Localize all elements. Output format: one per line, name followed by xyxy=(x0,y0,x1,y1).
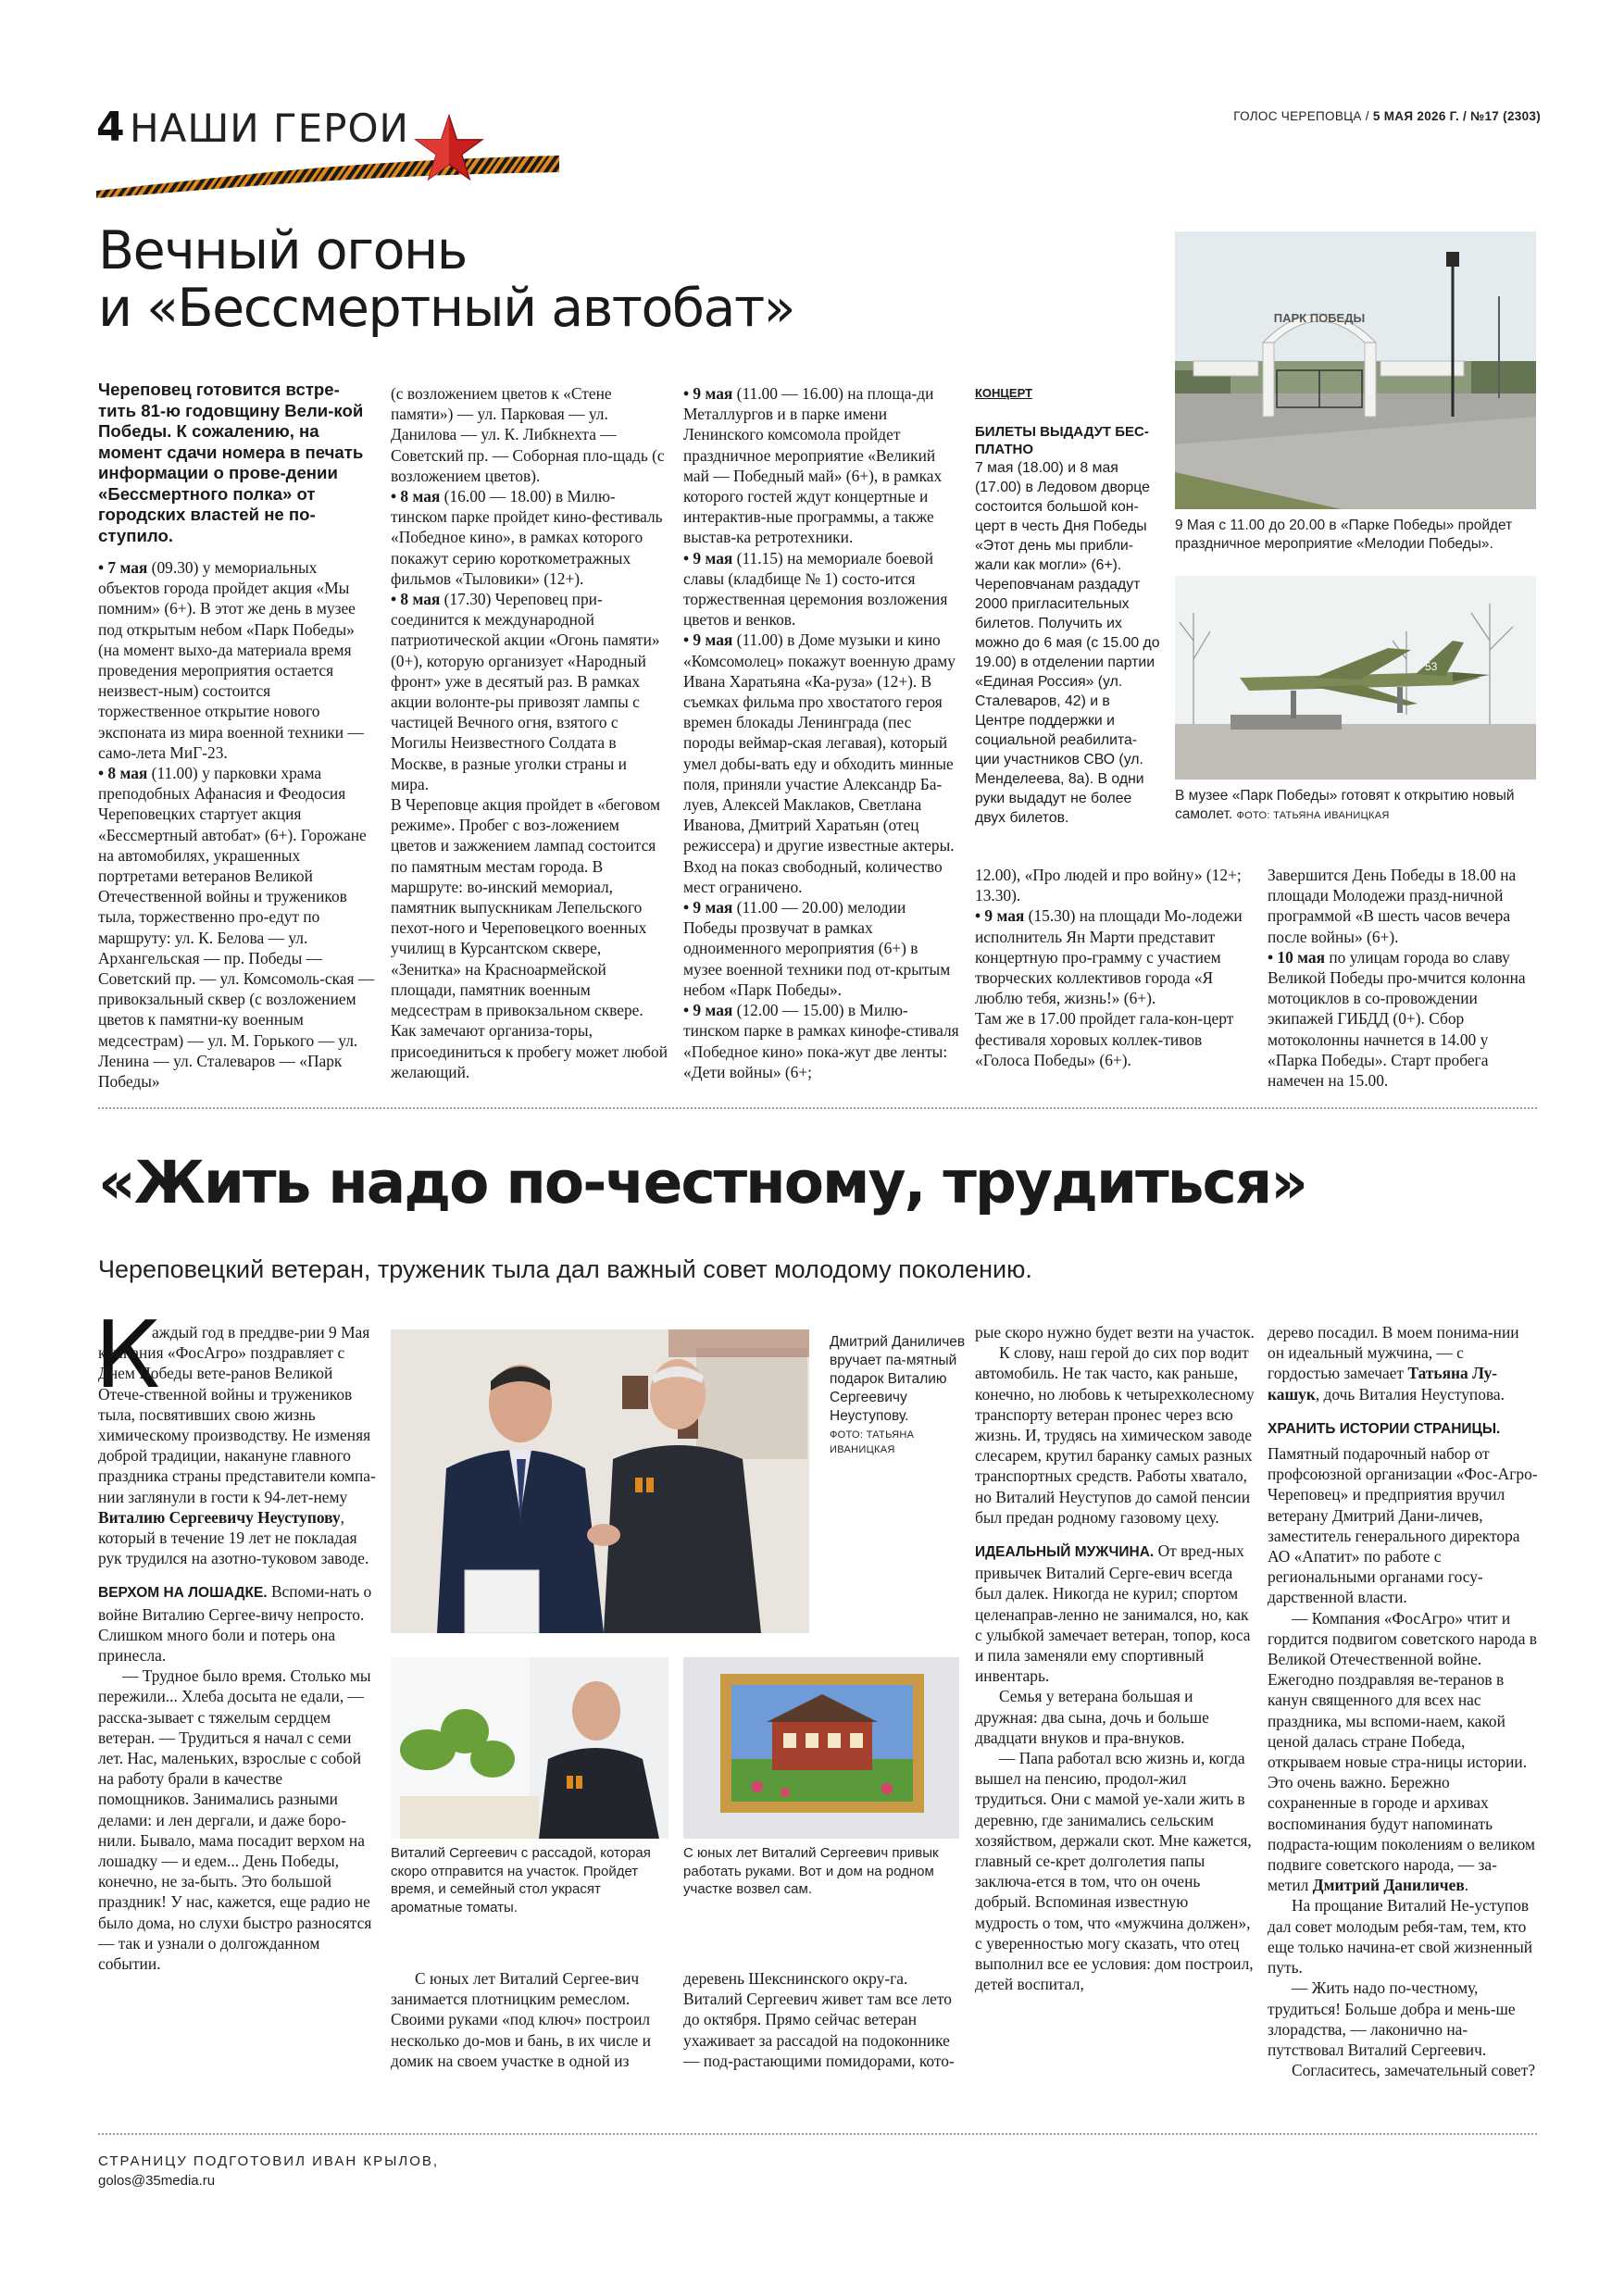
article1-title-line2: и «Бессмертный автобат» xyxy=(98,278,795,339)
paragraph xyxy=(98,1666,376,1974)
date-marker: • 9 мая xyxy=(683,898,733,917)
article1-lead: Череповец готовится встре-тить 81-ю годовщину Вели-кой Победы. К сожалению, на момент сдачи номера в печать информации о прове-дении «Бессмертного полка» от городских властей не по-ступило. xyxy=(98,380,364,545)
date-marker: • 9 мая xyxy=(683,1001,733,1020)
footer-divider xyxy=(98,2133,1537,2135)
paragraph xyxy=(1268,1417,1538,1440)
article1-column-4 xyxy=(975,865,1253,1070)
prepared-by: СТРАНИЦУ ПОДГОТОВИЛ ИВАН КРЫЛОВ, xyxy=(98,2153,440,2169)
article1-column-3 xyxy=(683,383,959,1082)
paragraph-text: Завершится День Победы в 18.00 на площади Молодежи празд-ничной программой «В шесть часов вечера после войны» (6+). xyxy=(1268,866,1517,946)
date-issue: 5 МАЯ 2026 Г. / №17 (2303) xyxy=(1372,109,1541,123)
date-marker: • 8 мая xyxy=(98,764,148,783)
date-marker: • 9 мая xyxy=(683,630,733,650)
paragraph xyxy=(98,557,376,763)
paragraph-text: 12.00), «Про людей и про войну» (12+; 13.30). xyxy=(975,866,1242,905)
paragraph xyxy=(683,383,959,548)
mig23-tail-number: 53 xyxy=(1425,660,1438,673)
paragraph xyxy=(1268,1895,1538,1978)
date-marker: • 8 мая xyxy=(391,487,441,506)
paragraph xyxy=(975,865,1253,905)
paragraph xyxy=(683,630,959,897)
mig23-caption-text: В музее «Парк Победы» готовят к открытию новый самолет. xyxy=(1175,788,1515,822)
paragraph-text: (15.30) на площади Мо-лодежи исполнитель Ян Марти представит концертную про-грамму с участием творческих коллективов города «Я люблю тебя, жизнь!» (6+). xyxy=(975,906,1243,1008)
masthead-line: ГОЛОС ЧЕРЕПОВЦА / 5 МАЯ 2026 Г. / №17 (2303) xyxy=(1233,109,1541,123)
paragraph-text: Там же в 17.00 пройдет гала-кон-церт фестиваля хоровых коллек-тивов «Голоса Победы» (6+). xyxy=(975,1009,1234,1069)
paragraph xyxy=(391,589,668,794)
paragraph xyxy=(1268,1978,1538,2060)
article1-title-line1: Вечный огонь xyxy=(98,220,467,281)
veteran-handshake-photo xyxy=(391,1329,809,1633)
paragraph-text: — Компания «ФосАгро» чтит и гордится подвигом советского народа в Великой Отечественной войне. Ежегодно поздравляя ве-теранов в канун священного для всех нас праздника, мы вспоми-наем, какой ценой далась стране Победа, открываем новые стра-ницы истории. Это очень важно. Бережно сохраненные в городе и архивах воспоминания будут напоминать подраста-ющим поколениям о великом подвиге советского народа, — за-метил xyxy=(1268,1608,1537,1895)
date-marker: • 9 мая xyxy=(683,384,733,403)
section-divider xyxy=(98,1107,1537,1109)
handshake-photo-caption xyxy=(830,1333,978,1457)
paragraph-text: (11.00) в Доме музыки и кино «Комсомолец» покажут военную драму Ивана Харатьяна «Ка-руза» (12+). В съемках фильма про хвостатого героя времен блокады Ленинграда (пес породы веймар-ская легавая), который умел добы-вать еду и обходить минные поля, приняли участие Александр Ба-луев, Алексей Маклаков, Светлана Иванова, Дмитрий Харатьян (отец режиссера) и другие известные актеры. Вход на показ свободный, количество мест ограничено. xyxy=(683,630,956,896)
paragraph xyxy=(391,794,668,1082)
house-painting-illustration xyxy=(683,1657,959,1839)
paragraph-text: — Жить надо по-честному, трудиться! Больше добра и мень-ше злорадства, — лаконично на-путствовал Виталий Сергеевич. xyxy=(1268,1978,1516,2059)
mig23-photo xyxy=(1175,576,1536,780)
paragraph-text: аждый год в преддве-рии 9 Мая компания «ФосАгро» поздравляет с Днем Победы вете-ранов Великой Отече-ственной войны и тружеников тыла, посвятивших свою жизнь химическому производству. Не изменяя доброй традиции, накануне главного праздника страны представители компа-нии заглянули в гости к 94-лет-нему xyxy=(98,1323,376,1506)
page-header xyxy=(96,96,1541,198)
paragraph-text: (12.00 — 15.00) в Милю-тинском парке в рамках кинофе-стиваля «Победное кино» пока-жут две ленты: «Дети войны» (6+; xyxy=(683,1001,959,1081)
article2-column-5 xyxy=(1268,1322,1538,2080)
paragraph xyxy=(98,1322,376,1568)
article2-column-4 xyxy=(975,1322,1255,1995)
paragraph-text: Согласитесь, замечательный совет? xyxy=(1292,2061,1536,2080)
date-marker: • 7 мая xyxy=(98,558,148,577)
house-painting-photo-caption: С юных лет Виталий Сергеевич привык работать руками. Вот и дом на родном участке возвел сам. xyxy=(683,1845,939,1897)
mig23-illustration xyxy=(1175,576,1536,780)
paragraph xyxy=(975,1322,1255,1342)
paragraph-text: (11.15) на мемориале боевой славы (кладбище № 1) состо-ится торжественная церемония возложения цветов и венков. xyxy=(683,548,948,630)
paragraph-text: (11.00 — 16.00) на площа-ди Металлургов и в парке имени Ленинского комсомола пройдет праздничное мероприятие «Великий май — Победный май» (6+), в рамках которого гостей ждут концертные и интерактив-ные программы, а также выстав-ка ретротехники. xyxy=(683,384,943,547)
concert-text: 7 мая (18.00) и 8 мая (17.00) в Ледовом дворце состоится большой кон-церт в честь Дня Победы «Этот день мы прибли-жали как могли» (6+). Череповчанам раздадут 2000 пригласительных билетов. Получить их можно до 6 мая (с 15.00 до 19.00) в отделении партии «Единая Россия» (ул. Сталеваров, 42) и в Центре поддержки и социальной реабилита-ции участников СВО (ул. Менделеева, 8а). В одни руки выдадут не более двух билетов. xyxy=(975,460,1160,826)
paragraph-text: (16.00 — 18.00) в Милю-тинском парке пройдет кино-фестиваль «Победное кино», в рамках которого покажут серию короткометражных фильмов «Тыловики» (12+). xyxy=(391,487,663,588)
paragraph xyxy=(1268,947,1536,1091)
date-marker: • 10 мая xyxy=(1268,947,1326,967)
date-marker: • 9 мая xyxy=(975,906,1025,926)
handshake-photo-credit: ФОТО: ТАТЬЯНА ИВАНИЦКАЯ xyxy=(830,1429,915,1455)
paragraph xyxy=(975,1008,1253,1070)
paragraph-text: В Череповце акция пройдет в «беговом режиме». Пробег с воз-ложением цветов и зажжением лампад состоится по памятным местам города. В маршруте: во-инский мемориал, памятник выпускникам Лепельского пехот-ного и Череповецкого военных училищ в Курсантском сквере, «Зенитка» на Красноармейской площади, памятник военным медсестрам в привокзальном сквере. Как замечают организа-торы, присоединиться к пробегу может любой желающий. xyxy=(391,795,668,1081)
paragraph-text: (11.00 — 20.00) мелодии Победы прозвучат в рамках одноименного мероприятия (6+) в музее военной техники под от-крытым небом «Парк Победы». xyxy=(683,898,951,999)
park-sign-text: ПАРК ПОБЕДЫ xyxy=(1273,311,1366,325)
park-arch-illustration xyxy=(1175,231,1536,509)
paragraph-text: (11.00) у парковки храма преподобных Афанасия и Феодосия Череповецких стартует акция «Бессмертный автобат» (6+). Горожане на автомобилях, украшенных портретами ветеранов Великой Отечественной войны и тружеников тыла, торжественно про-едут по маршруту: ул. К. Белова — ул. Архангельская — пр. Победы — Советский пр. — ул. Комсомоль-ская — привокзальный сквер (с возложением цветов к памятни-ку военным медсестрам) — ул. М. Горького — ул. Ленина — ул. Сталеваров — «Парк Победы» xyxy=(98,764,375,1092)
park-pobedy-photo xyxy=(1175,231,1536,509)
park-pobedy-photo-caption: 9 Мая с 11.00 до 20.00 в «Парке Победы» пройдет праздничное мероприятие «Мелодии Победы». xyxy=(1175,518,1513,552)
concert-sidebar xyxy=(975,383,1160,828)
seedlings-photo xyxy=(391,1657,668,1839)
article1-column-1 xyxy=(98,557,376,1092)
paragraph xyxy=(683,897,959,1000)
paragraph-text: , дочь Виталия Неуступова. xyxy=(1315,1384,1505,1404)
paragraph xyxy=(98,763,376,1092)
concert-heading: БИЛЕТЫ ВЫДАДУТ БЕС-ПЛАТНО xyxy=(975,424,1149,457)
contact-email[interactable]: golos@35media.ru xyxy=(98,2173,216,2189)
st-george-ribbon-icon xyxy=(96,152,559,198)
footer-credit xyxy=(98,2152,439,2190)
paragraph xyxy=(683,1000,959,1082)
concert-rubric: КОНЦЕРТ xyxy=(975,386,1033,400)
paragraph-text: — Трудное было время. Столько мы пережили... Хлеба досыта не едали, — расска-зывает с тяжелым сердцем ветеран. — Трудиться я начал с семи лет. Нас, маленьких, взрослые с собой на работу брали в качестве помощников. Занимались разными делами: и лен дергали, и даже боро-нили. Бывало, мама посадит верхом на лошадку — и едем... День Победы, конечно, не за-быть. Это большой праздник! У нас, кажется, еще радио не было дома, но слухи быстро разносятся — так и узнали о долгожданном событии. xyxy=(98,1666,372,1974)
mig23-photo-credit: ФОТО: ТАТЬЯНА ИВАНИЦКАЯ xyxy=(1236,810,1390,821)
article2-column-3-bottom: деревень Шекснинского окру-га. Виталий Сергеевич живет там все лето до октября. Прямо сейчас ветеран ухаживает за рассадой на подоконнике — под-растающими помидорами, кото- xyxy=(683,1969,955,2070)
paragraph xyxy=(1268,1443,1538,1608)
article2-title: «Жить надо по-честному, трудиться» xyxy=(98,1149,1306,1217)
subheading: ИДЕАЛЬНЫЙ МУЖЧИНА. xyxy=(975,1544,1155,1561)
paragraph xyxy=(391,383,668,486)
paragraph-text: (09.30) у мемориальных объектов города пройдет акция «Мы помним» (6+). В этот же день в музее под открытым небом «Парк Победы» (на момент выхо-да материала время проведения мероприятия остается неизвест-ным) состоится торжественное открытие нового экспоната из мира военной техники — само-лета МиГ-23. xyxy=(98,558,364,762)
handshake-caption-text: Дмитрий Даниличев вручает па-мятный подарок Виталию Сергеевичу Неуступову. xyxy=(830,1334,966,1424)
mig23-photo-caption xyxy=(1175,787,1538,825)
paragraph-text: (с возложением цветов к «Стене памяти») — ул. Парковая — ул. Данилова — ул. К. Либкнехта — Советский пр. — Соборная пло-щадь (с возложением цветов). xyxy=(391,384,665,485)
house-painting-photo xyxy=(683,1657,959,1839)
paragraph-text: Семья у ветерана большая и дружная: два сына, дочь и больше двадцати внуков и пра-внуков. xyxy=(975,1687,1209,1747)
paragraph-text: К слову, наш герой до сих пор водит автомобиль. Не так часто, как раньше, конечно, но любовь к четырехколесному транспорту ветеран пронес через всю жизнь. И, трудясь на химическом заводе слесарем, крутил баранку самых разных транспортных средств. Работы хватало, но Виталий Неуступов до самой пенсии был предан родному газовому цеху. xyxy=(975,1343,1255,1527)
article2-column-1 xyxy=(98,1322,376,1974)
article1-column-5 xyxy=(1268,865,1536,1091)
paragraph-text: по улицам города во славу Великой Победы про-мчится колонна мотоциклов в со-провождении экипажей ГИБДД (0+). Сбор мотоколонны начнется в 14.00 у «Парка Победы». Старт пробега намечен на 15.00. xyxy=(1268,947,1526,1091)
page-number: 4 xyxy=(96,104,125,151)
article1-title xyxy=(98,222,820,337)
paragraph xyxy=(975,1342,1255,1528)
paragraph-text: Памятный подарочный набор от профсоюзной организации «Фос-Агро-Череповец» и предприятия вручил ветерану Дмитрий Дани-личев, заместитель генерального директора АО «Апатит» по работе с региональными органами госу-дарственной власти. xyxy=(1268,1444,1538,1607)
paragraph xyxy=(683,548,959,630)
masthead: ГОЛОС ЧЕРЕПОВЦА xyxy=(1233,109,1362,123)
paragraph-text: (17.30) Череповец при-соединится к международной патриотической акции «Огонь памяти» (0+), которую организует «Народный фронт» уже в десятый раз. В рамках акции волонте-ры привозят лампы с частицей Вечного огня, взятого с Могилы Неизвестного Солдата в Москве, в разные уголки страны и мира. xyxy=(391,590,660,793)
article2-subtitle: Череповецкий ветеран, труженик тыла дал важный совет молодому поколению. xyxy=(98,1255,1032,1283)
paragraph xyxy=(975,1748,1255,1994)
handshake-illustration xyxy=(391,1329,809,1633)
paragraph-text: . xyxy=(1464,1876,1469,1895)
paragraph-text: Вспоми-нать о войне Виталию Сергее-вичу непросто. Слишком много боли и потерь она принесла. xyxy=(98,1582,372,1666)
article1-column-2 xyxy=(391,383,668,1082)
date-marker: • 8 мая xyxy=(391,590,441,609)
subheading: ВЕРХОМ НА ЛОШАДКЕ. xyxy=(98,1585,268,1602)
paragraph xyxy=(1268,2060,1538,2080)
date-marker: • 9 мая xyxy=(683,548,733,568)
article2-column-2-bottom: С юных лет Виталий Сергее-вич занимается плотницким ремеслом. Своими руками «под ключ» построил несколько до-мов и бань, в их числе и домик на своем участке в одной из xyxy=(391,1969,651,2070)
seedlings-illustration xyxy=(391,1657,668,1839)
paragraph-text: дерево посадил. В моем понима-нии он идеальный мужчина, — с гордостью замечает xyxy=(1268,1323,1519,1383)
bold-name: Дмитрий Даниличев xyxy=(1312,1876,1465,1895)
seedlings-photo-caption: Виталий Сергеевич с рассадой, которая скоро отправится на участок. Пройдет время, и семейный стол украсят ароматные томаты. xyxy=(391,1845,651,1915)
paragraph-text: рые скоро нужно будет везти на участок. xyxy=(975,1323,1255,1341)
section-title: НАШИ ГЕРОИ xyxy=(130,106,409,151)
paragraph xyxy=(98,1581,376,1666)
paragraph-text: От вред-ных привычек Виталий Серге-евич всегда был далек. Никогда не курил; спортом целенаправ-ленно не занимался, но, как с улыбкой замечает ветеран, топор, коса и пила заменяли ему спортивный инвентарь. xyxy=(975,1541,1251,1686)
bold-name: Виталию Сергеевичу Неуступову xyxy=(98,1507,341,1527)
paragraph-text: , который в течение 19 лет не покладая рук трудился на азотно-туковом заводе. xyxy=(98,1507,369,1568)
paragraph xyxy=(975,1686,1255,1748)
subheading: ХРАНИТЬ ИСТОРИИ СТРАНИЦЫ. xyxy=(1268,1420,1501,1437)
paragraph-text: — Папа работал всю жизнь и, когда вышел на пенсию, продол-жил трудиться. Они с мамой уе-хали жить в деревню, где занимались сельским хозяйством, держали скот. Мне кажется, главный се-крет долголетия папы заключа-ется в том, что он очень добрый. Вспоминая известную мудрость о том, что «мужчина должен», с уверенностью могу сказать, что отец выполнил все ее условия: дом построил, детей воспитал, xyxy=(975,1749,1254,1994)
paragraph xyxy=(975,1541,1255,1686)
paragraph-text: На прощание Виталий Не-уступов дал совет молодым ребя-там, тем, кто еще только начина-ет свой жизненный путь. xyxy=(1268,1896,1533,1978)
paragraph xyxy=(1268,865,1536,947)
paragraph xyxy=(1268,1322,1538,1404)
bold-name: Татьяна Лу-кашук xyxy=(1268,1364,1498,1404)
dropcap: К xyxy=(94,1301,160,1409)
paragraph xyxy=(1268,1608,1538,1896)
red-star-icon xyxy=(414,113,484,183)
paragraph xyxy=(391,486,668,589)
paragraph xyxy=(975,905,1253,1008)
